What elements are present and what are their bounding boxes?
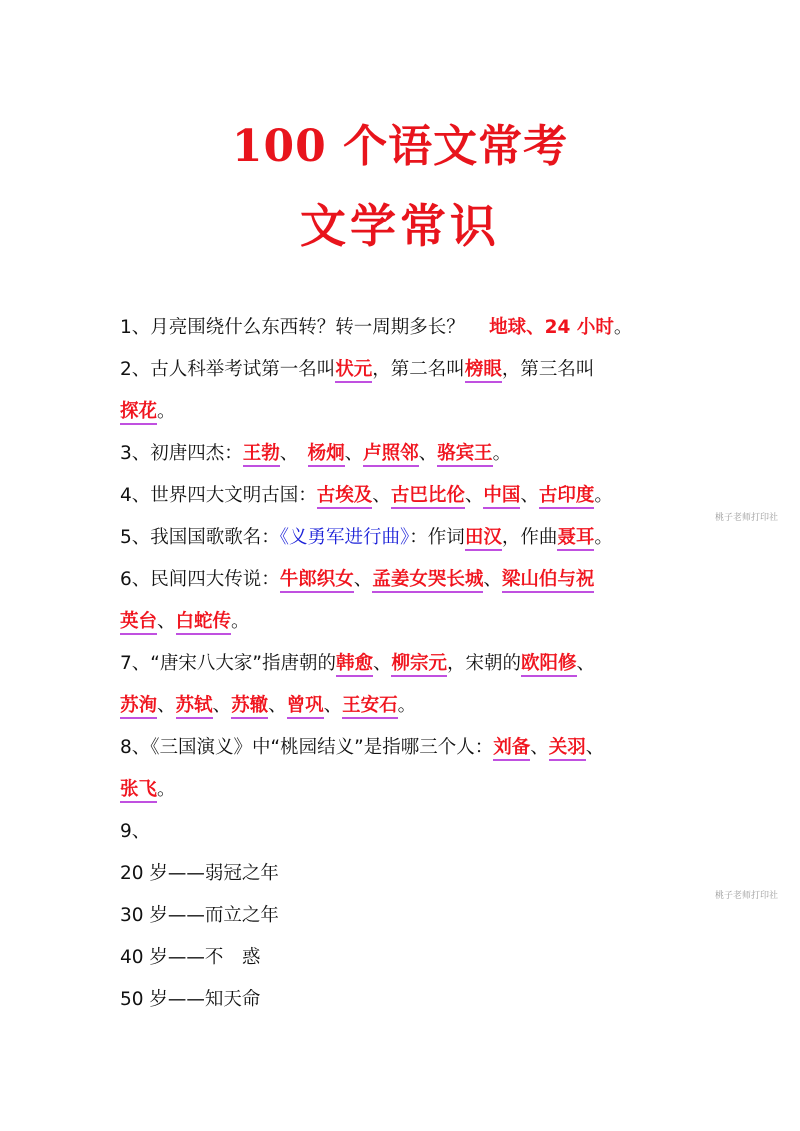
question-text: 、	[353, 569, 373, 590]
answer-text: 梁山伯与祝	[502, 569, 595, 593]
text-line	[120, 858, 700, 900]
question-text: 、	[576, 653, 596, 674]
answer-text: 苏轼	[176, 695, 213, 719]
answer-text: 苏洵	[120, 695, 157, 719]
question-text: 2、古人科举考试第一名叫	[120, 359, 336, 380]
question-text: 40 岁——不 惑	[120, 947, 261, 968]
answer-text: 杨炯	[308, 443, 345, 467]
question-text: 、	[279, 443, 308, 464]
question-text: 5、我国国歌歌名：	[120, 527, 280, 548]
question-text: 3、初唐四杰：	[120, 443, 243, 464]
text-line	[120, 900, 700, 942]
answer-text: 白蛇传	[176, 611, 232, 635]
answer-text: 曾巩	[287, 695, 324, 719]
answer-text: 苏辙	[231, 695, 268, 719]
answer-text: 卢照邻	[363, 443, 419, 467]
answer-text: 中国	[483, 485, 520, 509]
title-line-2: 文学常识	[300, 199, 500, 253]
text-line	[120, 690, 700, 732]
question-text: 20 岁——弱冠之年	[120, 863, 279, 884]
text-line	[120, 354, 700, 396]
text-line	[120, 396, 700, 438]
question-text: 、	[268, 695, 287, 716]
text-line	[120, 984, 700, 1026]
answer-text: 牛郎织女	[280, 569, 354, 593]
answer-text: 欧阳修	[521, 653, 577, 677]
question-text: 。	[594, 527, 613, 548]
answer-text: 孟姜女哭长城	[372, 569, 483, 593]
text-line	[120, 438, 700, 480]
question-text: ：作词	[409, 527, 465, 548]
question-text: 、	[372, 485, 391, 506]
question-text: 4、世界四大文明古国：	[120, 485, 317, 506]
question-text: 7、“唐宋八大家”指唐朝的	[120, 653, 336, 674]
question-text: 8、《三国演义》中“桃园结义”是指哪三个人：	[120, 737, 494, 758]
question-text: 、	[157, 611, 176, 632]
title-line-1: 100 个语文常考	[231, 121, 569, 172]
answer-text: 田汉	[465, 527, 502, 551]
text-line	[120, 480, 700, 522]
answer-text: 韩愈	[336, 653, 373, 677]
question-text: ，第二名叫	[372, 359, 465, 380]
answer-text: 王安石	[342, 695, 398, 719]
text-line	[120, 648, 700, 690]
watermark: 桃子老师打印社	[715, 513, 779, 523]
text-line	[120, 564, 700, 606]
answer-text: 古巴比伦	[391, 485, 465, 509]
answer-text: 探花	[120, 401, 157, 425]
text-line	[120, 816, 700, 858]
answer-text: 骆宾王	[437, 443, 493, 467]
answer-text: 榜眼	[465, 359, 502, 383]
question-text: ，宋朝的	[447, 653, 522, 674]
question-text: 。	[397, 695, 417, 716]
question-text: 9、	[120, 821, 151, 842]
document-body	[120, 312, 700, 1026]
answer-text: 状元	[335, 359, 372, 383]
answer-text: 英台	[120, 611, 157, 635]
question-text: 、	[520, 485, 539, 506]
answer-text: 柳宗元	[391, 653, 447, 677]
question-text: 。	[613, 317, 633, 338]
text-line	[120, 774, 700, 816]
question-text: 6、民间四大传说：	[120, 569, 280, 590]
question-text: 50 岁——知天命	[120, 989, 261, 1010]
question-text: 。	[157, 401, 176, 422]
question-text: 。	[492, 443, 512, 464]
text-line	[120, 522, 700, 564]
question-text: 、	[212, 695, 232, 716]
anthem-title: 《义勇军进行曲》	[279, 527, 410, 548]
question-text: ，第三名叫	[501, 359, 595, 380]
question-text: 、	[344, 443, 364, 464]
question-text: 、	[157, 695, 176, 716]
question-text: 、	[464, 485, 484, 506]
text-line	[120, 942, 700, 984]
text-line	[120, 732, 700, 774]
answer-text: 古印度	[539, 485, 595, 509]
question-text: 、	[323, 695, 343, 716]
question-text: 。	[594, 485, 613, 506]
question-text: 。	[231, 611, 250, 632]
question-text: 、	[372, 653, 392, 674]
question-text: 、	[530, 737, 549, 758]
answer-text: 古埃及	[317, 485, 373, 509]
answer-text: 关羽	[549, 737, 586, 761]
answer-text: 聂耳	[557, 527, 594, 551]
question-text: 。	[157, 779, 176, 800]
question-text: 、	[483, 569, 502, 590]
question-text: 、	[418, 443, 438, 464]
question-text: ，作曲	[501, 527, 558, 548]
question-text: 1、月亮围绕什么东西转？转一周期多长？	[120, 317, 490, 338]
answer-text: 刘备	[493, 737, 530, 761]
answer-text: 王勃	[243, 443, 280, 467]
text-line	[120, 312, 700, 354]
question-text: 30 岁——而立之年	[120, 905, 279, 926]
question-text: 、	[585, 737, 605, 758]
text-line	[120, 606, 700, 648]
answer-text: 张飞	[120, 779, 157, 803]
answer-text: 地球、24 小时	[489, 317, 614, 338]
watermark: 桃子老师打印社	[715, 891, 779, 901]
